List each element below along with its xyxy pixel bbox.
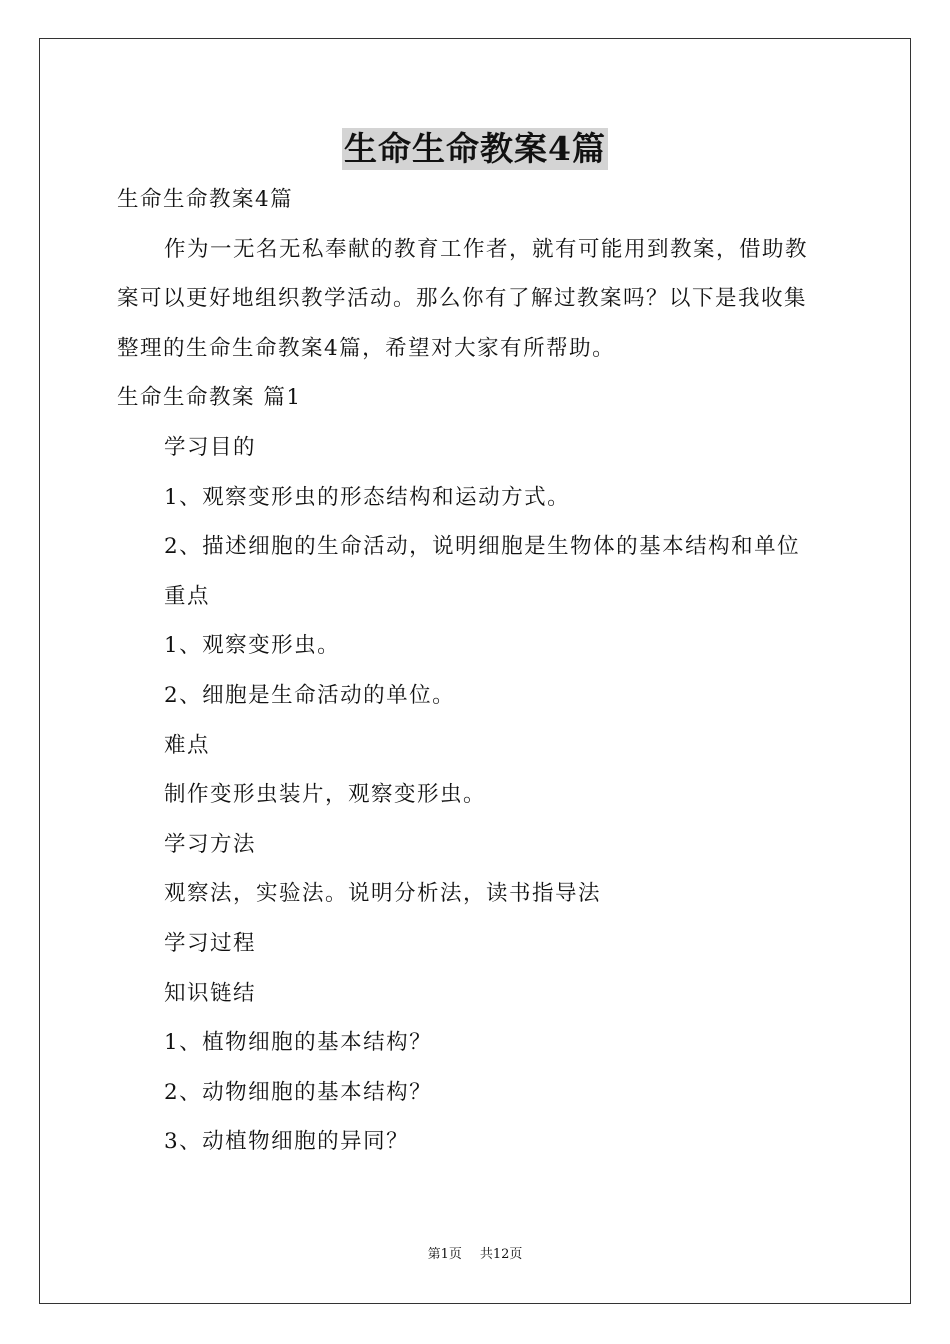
paragraph-line: 难点	[164, 732, 211, 758]
paragraph-line: 生命生命教案 篇1	[117, 385, 302, 411]
paragraph-line: 1、观察变形虫的形态结构和运动方式。	[164, 484, 571, 510]
paragraph-line: 观察法，实验法。说明分析法，读书指导法	[164, 881, 602, 907]
paragraph-line: 案可以更好地组织教学活动。那么你有了解过教案吗？以下是我收集	[117, 286, 808, 312]
paragraph-line: 整理的生命生命教案4篇，希望对大家有所帮助。	[117, 335, 616, 361]
title-container	[0, 128, 950, 170]
page-total: 共12页	[479, 1247, 523, 1262]
paragraph-line: 2、细胞是生命活动的单位。	[164, 682, 456, 708]
page-footer	[0, 1246, 950, 1264]
paragraph-line: 知识链结	[164, 980, 257, 1006]
paragraph-line: 作为一无名无私奉献的教育工作者，就有可能用到教案，借助教	[164, 236, 809, 262]
paragraph-line: 1、观察变形虫。	[164, 633, 341, 659]
paragraph-line: 1、植物细胞的基本结构？	[164, 1030, 433, 1056]
paragraph-line: 学习方法	[164, 831, 257, 857]
paragraph-line: 学习目的	[164, 434, 257, 460]
document-title: 生命生命教案4篇	[344, 129, 606, 168]
paragraph-line: 重点	[164, 583, 211, 609]
paragraph-line: 生命生命教案4篇	[117, 187, 294, 212]
paragraph-line: 制作变形虫装片，观察变形虫。	[164, 782, 487, 808]
paragraph-line: 2、动物细胞的基本结构？	[164, 1079, 433, 1105]
paragraph-line: 2、描述细胞的生命活动，说明细胞是生物体的基本结构和单位	[164, 534, 801, 560]
paragraph-line: 学习过程	[164, 930, 257, 956]
document-body	[117, 175, 837, 1167]
paragraph-line: 3、动植物细胞的异同？	[164, 1129, 410, 1155]
page-number: 第1页	[427, 1247, 462, 1262]
